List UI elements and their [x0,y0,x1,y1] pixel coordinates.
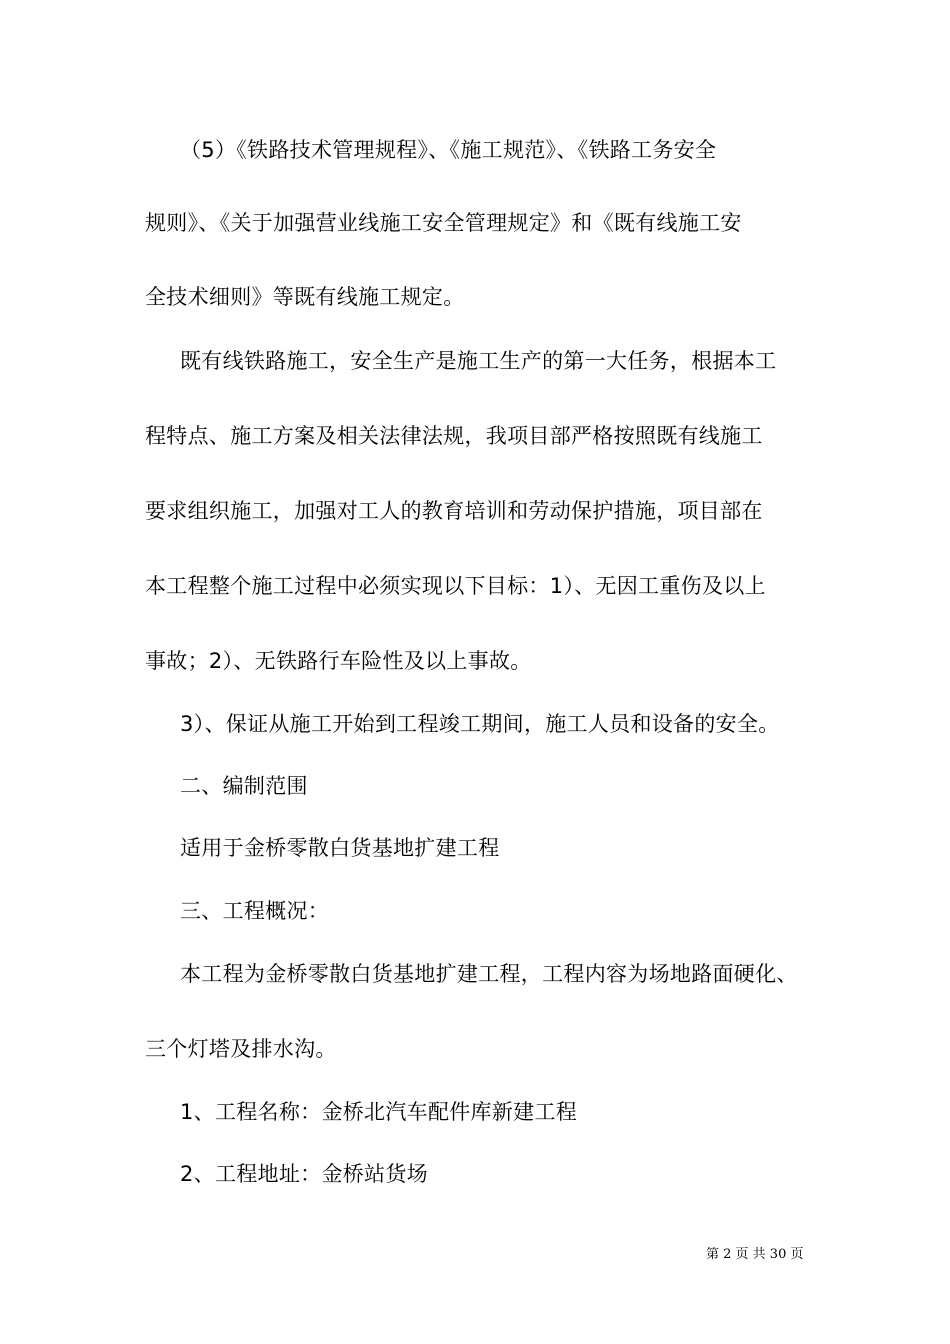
list-item: 1、工程名称：金桥北汽车配件库新建工程 [180,1100,578,1124]
section-heading: 三、工程概况： [180,899,330,923]
list-item: 2、工程地址：金桥站货场 [180,1162,428,1186]
paragraph-line: 适用于金桥零散白货基地扩建工程 [180,836,500,860]
paragraph-line: 事故；2）、无铁路行车险性及以上事故。 [145,649,532,673]
paragraph-line: 本工程为金桥零散白货基地扩建工程，工程内容为场地路面硬化、 [180,962,798,986]
paragraph-line: 程特点、施工方案及相关法律法规，我项目部严格按照既有线施工 [145,424,763,448]
paragraph-line: 全技术细则》等既有线施工规定。 [145,285,465,309]
paragraph-line: 规则》、《关于加强营业线施工安全管理规定》和《既有线施工安 [145,211,742,235]
paragraph-line: （5）《铁路技术管理规程》、《施工规范》、《铁路工务安全 [180,138,717,162]
paragraph-line: 要求组织施工，加强对工人的教育培训和劳动保护措施，项目部在 [145,499,763,523]
paragraph-line: 3）、保证从施工开始到工程竣工期间，施工人员和设备的安全。 [180,712,780,736]
page-number: 第 2 页 共 30 页 [706,1247,804,1262]
paragraph-line: 既有线铁路施工，安全生产是施工生产的第一大任务，根据本工 [180,349,777,373]
section-heading: 二、编制范围 [180,774,308,798]
paragraph-line: 三个灯塔及排水沟。 [145,1037,337,1061]
paragraph-line: 本工程整个施工过程中必须实现以下目标：1）、无因工重伤及以上 [145,574,766,598]
